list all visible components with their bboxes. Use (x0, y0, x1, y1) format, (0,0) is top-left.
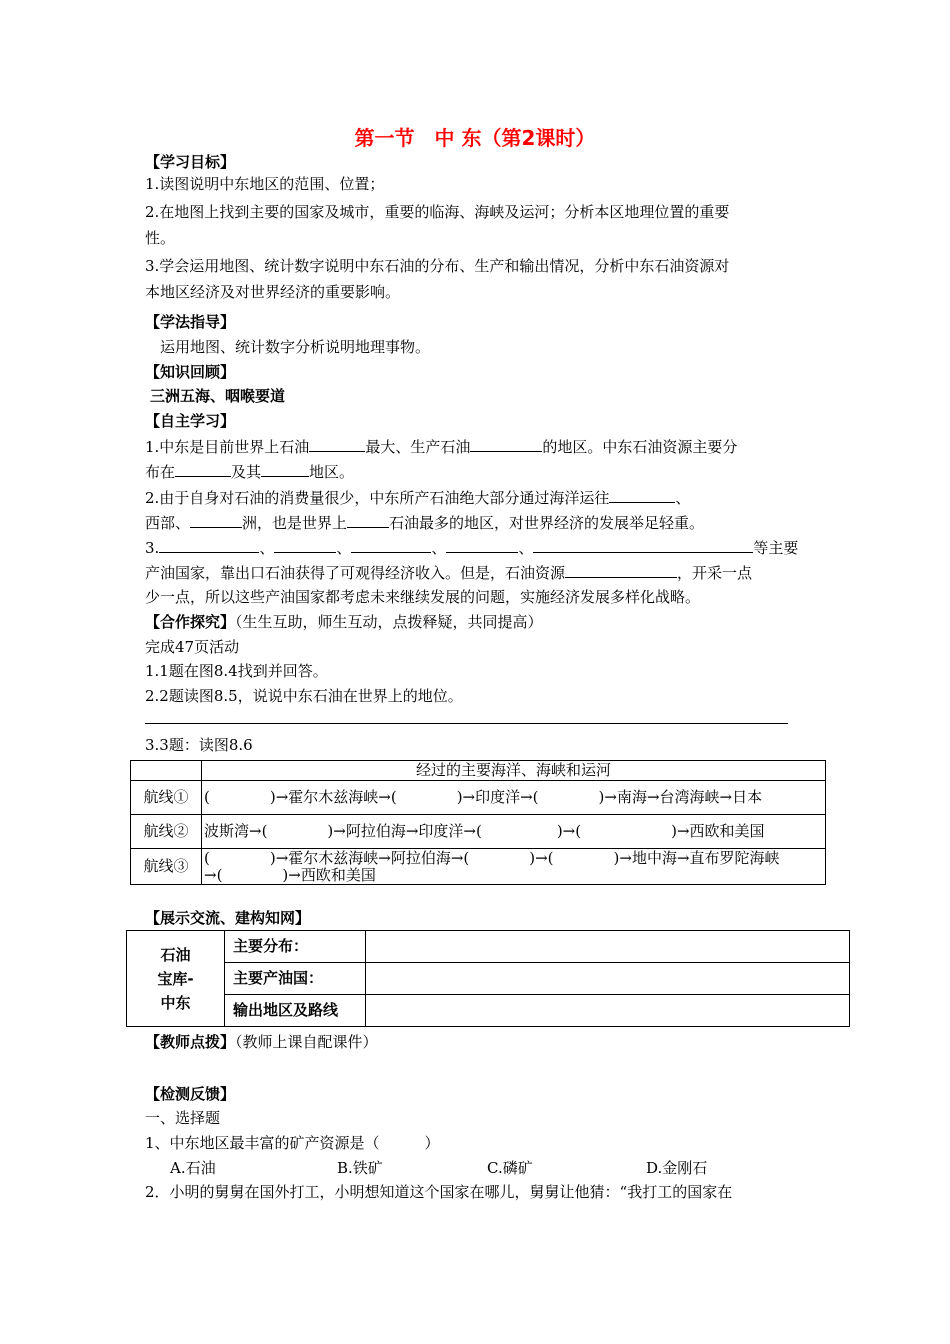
section-heading-self-study: 【自主学习】 (145, 412, 236, 430)
knowledge-label: 石油 宝库- 中东 (127, 931, 225, 1027)
goal-item: 2.在地图上找到主要的国家及城市，重要的临海、海峡及运河；分析本区地理位置的重要 (145, 203, 730, 221)
method-text: 运用地图、统计数字分析说明地理事物。 (160, 338, 431, 356)
page-title: 第一节 中 东（第2课时） (354, 126, 596, 150)
cooperation-note: （生生互助，师生互动，点拨释疑，共同提高） (235, 613, 543, 631)
knowledge-row-label: 主要分布： (225, 931, 366, 963)
section-heading-cooperation: 【合作探究】 (145, 613, 236, 631)
blank[interactable] (347, 512, 389, 528)
choice-c[interactable]: C.磷矿 (487, 1159, 533, 1177)
goal-item: 本地区经济及对世界经济的重要影响。 (145, 283, 401, 301)
section-heading-review: 【知识回顾】 (145, 363, 236, 381)
fill-blank-line: 西部、 洲，也是世界上 石油最多的地区，对世界经济的发展举足轻重。 (145, 514, 705, 532)
fill-blank-line: 少一点，所以这些产油国家都考虑未来继续发展的问题，实施经济发展多样化战略。 (145, 588, 701, 606)
fill-blank-line: 1.中东是目前世界上石油 最大、生产石油 的地区。中东石油资源主要分 (145, 438, 738, 456)
route-label: 航线② (131, 815, 202, 849)
route-cell[interactable]: ( )→霍尔木兹海峡→阿拉伯海→( )→( )→地中海→直布罗陀海峡→( )→西欧和美国 (202, 849, 826, 885)
blank[interactable] (446, 537, 518, 553)
goal-item: 性。 (145, 229, 176, 247)
section-heading-feedback: 【检测反馈】 (145, 1085, 236, 1103)
choice-d[interactable]: D.金刚石 (646, 1159, 708, 1177)
fill-blank-line: 2.由于自身对石油的消费量很少，中东所产石油绝大部分通过海洋运往 、 (145, 489, 691, 507)
blank[interactable] (261, 461, 309, 477)
section-heading-method: 【学法指导】 (145, 313, 236, 331)
blank[interactable] (309, 436, 365, 452)
choice-a[interactable]: A.石油 (170, 1159, 216, 1177)
blank[interactable] (470, 436, 542, 452)
routes-table (130, 760, 826, 885)
question: 2．小明的舅舅在国外打工，小明想知道这个国家在哪儿，舅舅让他猜：“我打工的国家在 (145, 1183, 733, 1201)
blank[interactable] (175, 461, 231, 477)
cooperation-line (145, 612, 543, 632)
blank[interactable] (274, 537, 336, 553)
section-heading-goals: 【学习目标】 (145, 153, 236, 171)
goal-item: 3.学会运用地图、统计数字说明中东石油的分布、生产和输出情况，分析中东石油资源对 (145, 257, 730, 275)
cooperation-item: 2.2题读图8.5，说说中东石油在世界上的地位。 (145, 687, 463, 705)
question-type: 一、选择题 (145, 1109, 221, 1127)
knowledge-answer[interactable] (366, 931, 850, 963)
knowledge-row-label: 输出地区及路线 (225, 995, 366, 1027)
route-cell[interactable]: ( )→霍尔木兹海峡→( )→印度洋→( )→南海→台湾海峡→日本 (202, 781, 826, 815)
review-text: 三洲五海、咽喉要道 (150, 387, 286, 405)
section-heading-display: 【展示交流、建构知网】 (145, 909, 311, 927)
cooperation-item: 3.3题：读图8.6 (145, 736, 253, 754)
knowledge-row-label: 主要产油国： (225, 963, 366, 995)
fill-blank-line: 布在 及其 地区。 (145, 463, 355, 481)
goal-item: 1.读图说明中东地区的范围、位置； (145, 175, 385, 193)
blank[interactable] (565, 562, 677, 578)
blank[interactable] (190, 512, 242, 528)
cooperation-item: 完成47页活动 (145, 638, 240, 656)
route-label: 航线③ (131, 849, 202, 885)
knowledge-table (126, 930, 850, 1027)
blank[interactable] (351, 537, 431, 553)
table-header-empty (131, 761, 202, 781)
answer-line[interactable] (145, 723, 788, 724)
teacher-note: （教师上课自配课件） (235, 1033, 378, 1051)
choice-b[interactable]: B.铁矿 (337, 1159, 383, 1177)
route-label: 航线① (131, 781, 202, 815)
cooperation-item: 1.1题在图8.4找到并回答。 (145, 662, 328, 680)
question: 1、中东地区最丰富的矿产资源是（ ） (145, 1134, 440, 1152)
fill-blank-line: 3. 、 、 、 、 等主要 (145, 539, 799, 557)
route-cell[interactable]: 波斯湾→( )→阿拉伯海→印度洋→( )→( )→西欧和美国 (202, 815, 826, 849)
section-heading-teacher: 【教师点拨】 (145, 1033, 236, 1051)
blank[interactable] (159, 537, 259, 553)
table-header: 经过的主要海洋、海峡和运河 (202, 761, 826, 781)
knowledge-answer[interactable] (366, 963, 850, 995)
fill-blank-line: 产油国家，靠出口石油获得了可观得经济收入。但是，石油资源 ，开采一点 (145, 564, 753, 582)
blank[interactable] (609, 487, 675, 503)
blank[interactable] (533, 537, 753, 553)
knowledge-answer[interactable] (366, 995, 850, 1027)
teacher-line (145, 1032, 378, 1052)
